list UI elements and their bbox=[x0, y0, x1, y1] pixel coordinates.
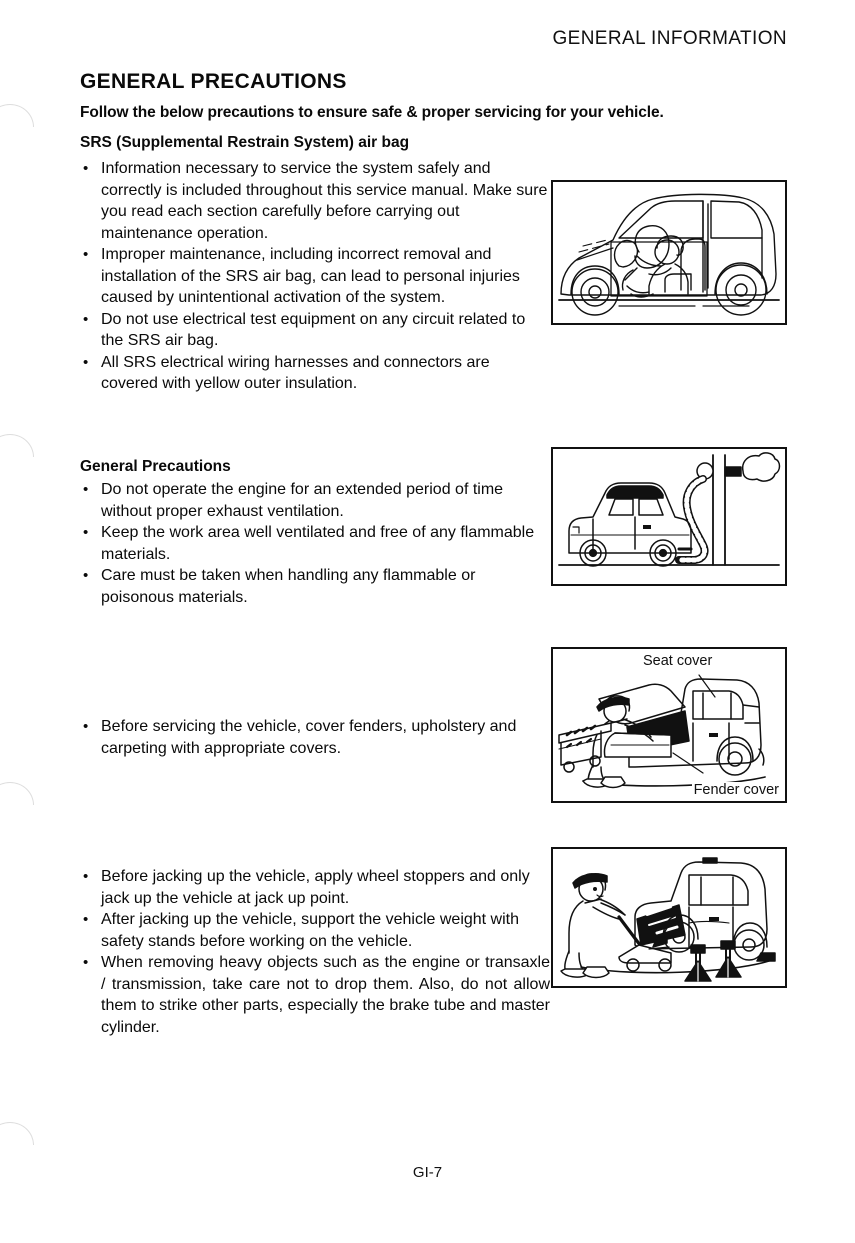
list-item-text: Information necessary to service the system safely and correctly is included throughout this service manual. Make sure you read each section carefully before carrying out maintenance operation. bbox=[101, 160, 548, 242]
bullet-glyph-icon: • bbox=[83, 567, 89, 584]
list-item bbox=[80, 866, 550, 909]
binder-hole-arc-artifact bbox=[0, 782, 34, 805]
list-item bbox=[80, 952, 550, 1038]
bullet-glyph-icon: • bbox=[83, 954, 89, 971]
jacking-bullet-list bbox=[80, 866, 550, 1038]
list-item-text: Do not use electrical test equipment on any circuit related to the SRS air bag. bbox=[101, 310, 526, 349]
seat-and-fender-cover-illustration bbox=[553, 649, 785, 801]
list-item-text: When removing heavy objects such as the engine or transaxle / transmission, take care not to drop them. Also, do not allow them to strike other parts, especially the brake tube and master cylinder. bbox=[101, 954, 550, 1036]
list-item bbox=[80, 565, 550, 608]
list-item-text: After jacking up the vehicle, support the vehicle weight with safety stands before working on the vehicle. bbox=[101, 911, 520, 950]
list-item bbox=[80, 522, 550, 565]
exhaust-extraction-hose-illustration bbox=[553, 449, 785, 584]
covers-bullet-list bbox=[80, 716, 550, 759]
running-header: GENERAL INFORMATION bbox=[552, 28, 787, 49]
list-item-text: Do not operate the engine for an extended period of time without proper exhaust ventilation. bbox=[101, 481, 504, 520]
binder-hole-arc-artifact bbox=[0, 1122, 34, 1145]
list-item-text: Keep the work area well ventilated and free of any flammable materials. bbox=[101, 524, 535, 563]
list-item-text: Care must be taken when handling any flammable or poisonous materials. bbox=[101, 567, 476, 606]
list-item-text: Before jacking up the vehicle, apply wheel stoppers and only jack up the vehicle at jack up point. bbox=[101, 868, 530, 907]
list-item bbox=[80, 909, 550, 952]
list-item bbox=[80, 309, 550, 352]
bullet-glyph-icon: • bbox=[83, 911, 89, 928]
subsection-heading-general-precautions: General Precautions bbox=[80, 458, 231, 475]
figure-jack-safety-stands bbox=[551, 847, 787, 988]
list-item-text: All SRS electrical wiring harnesses and connectors are covered with yellow outer insulation. bbox=[101, 353, 490, 392]
bullet-glyph-icon: • bbox=[83, 353, 89, 371]
list-item-text: Before servicing the vehicle, cover fenders, upholstery and carpeting with appropriate covers. bbox=[101, 718, 517, 757]
driver-airbag-deployment-illustration bbox=[553, 182, 785, 323]
page-number-footer: GI-7 bbox=[412, 1164, 443, 1181]
general-precautions-bullet-list bbox=[80, 479, 550, 608]
subsection-heading-srs: SRS (Supplemental Restrain System) air bag bbox=[80, 134, 410, 151]
intro-statement: Follow the below precautions to ensure safe & proper servicing for your vehicle. bbox=[80, 104, 664, 121]
bullet-glyph-icon: • bbox=[83, 524, 89, 541]
bullet-glyph-icon: • bbox=[83, 868, 89, 885]
bullet-glyph-icon: • bbox=[83, 310, 89, 328]
figure-seat-fender-covers bbox=[551, 647, 787, 803]
figure-label-seat-cover: Seat cover bbox=[643, 653, 713, 669]
bullet-glyph-icon: • bbox=[83, 160, 89, 177]
list-item bbox=[80, 244, 550, 309]
list-item bbox=[80, 479, 550, 522]
page-title: GENERAL PRECAUTIONS bbox=[80, 70, 347, 93]
binder-hole-arc-artifact bbox=[0, 434, 34, 457]
jack-up-safety-stands-illustration bbox=[553, 849, 785, 986]
figure-label-fender-cover: Fender cover bbox=[693, 782, 779, 798]
figure-exhaust-ventilation bbox=[551, 447, 787, 586]
binder-hole-arc-artifact bbox=[0, 104, 34, 127]
bullet-glyph-icon: • bbox=[83, 246, 89, 263]
list-item bbox=[80, 352, 550, 395]
list-item-text: Improper maintenance, including incorrect removal and installation of the SRS air bag, can lead to personal injuries caused by unintentional activation of the system. bbox=[101, 246, 520, 306]
list-item bbox=[80, 716, 550, 759]
bullet-glyph-icon: • bbox=[83, 481, 89, 498]
list-item bbox=[80, 158, 550, 244]
srs-bullet-list bbox=[80, 158, 550, 395]
bullet-glyph-icon: • bbox=[83, 718, 89, 735]
figure-airbag-deployment bbox=[551, 180, 787, 325]
